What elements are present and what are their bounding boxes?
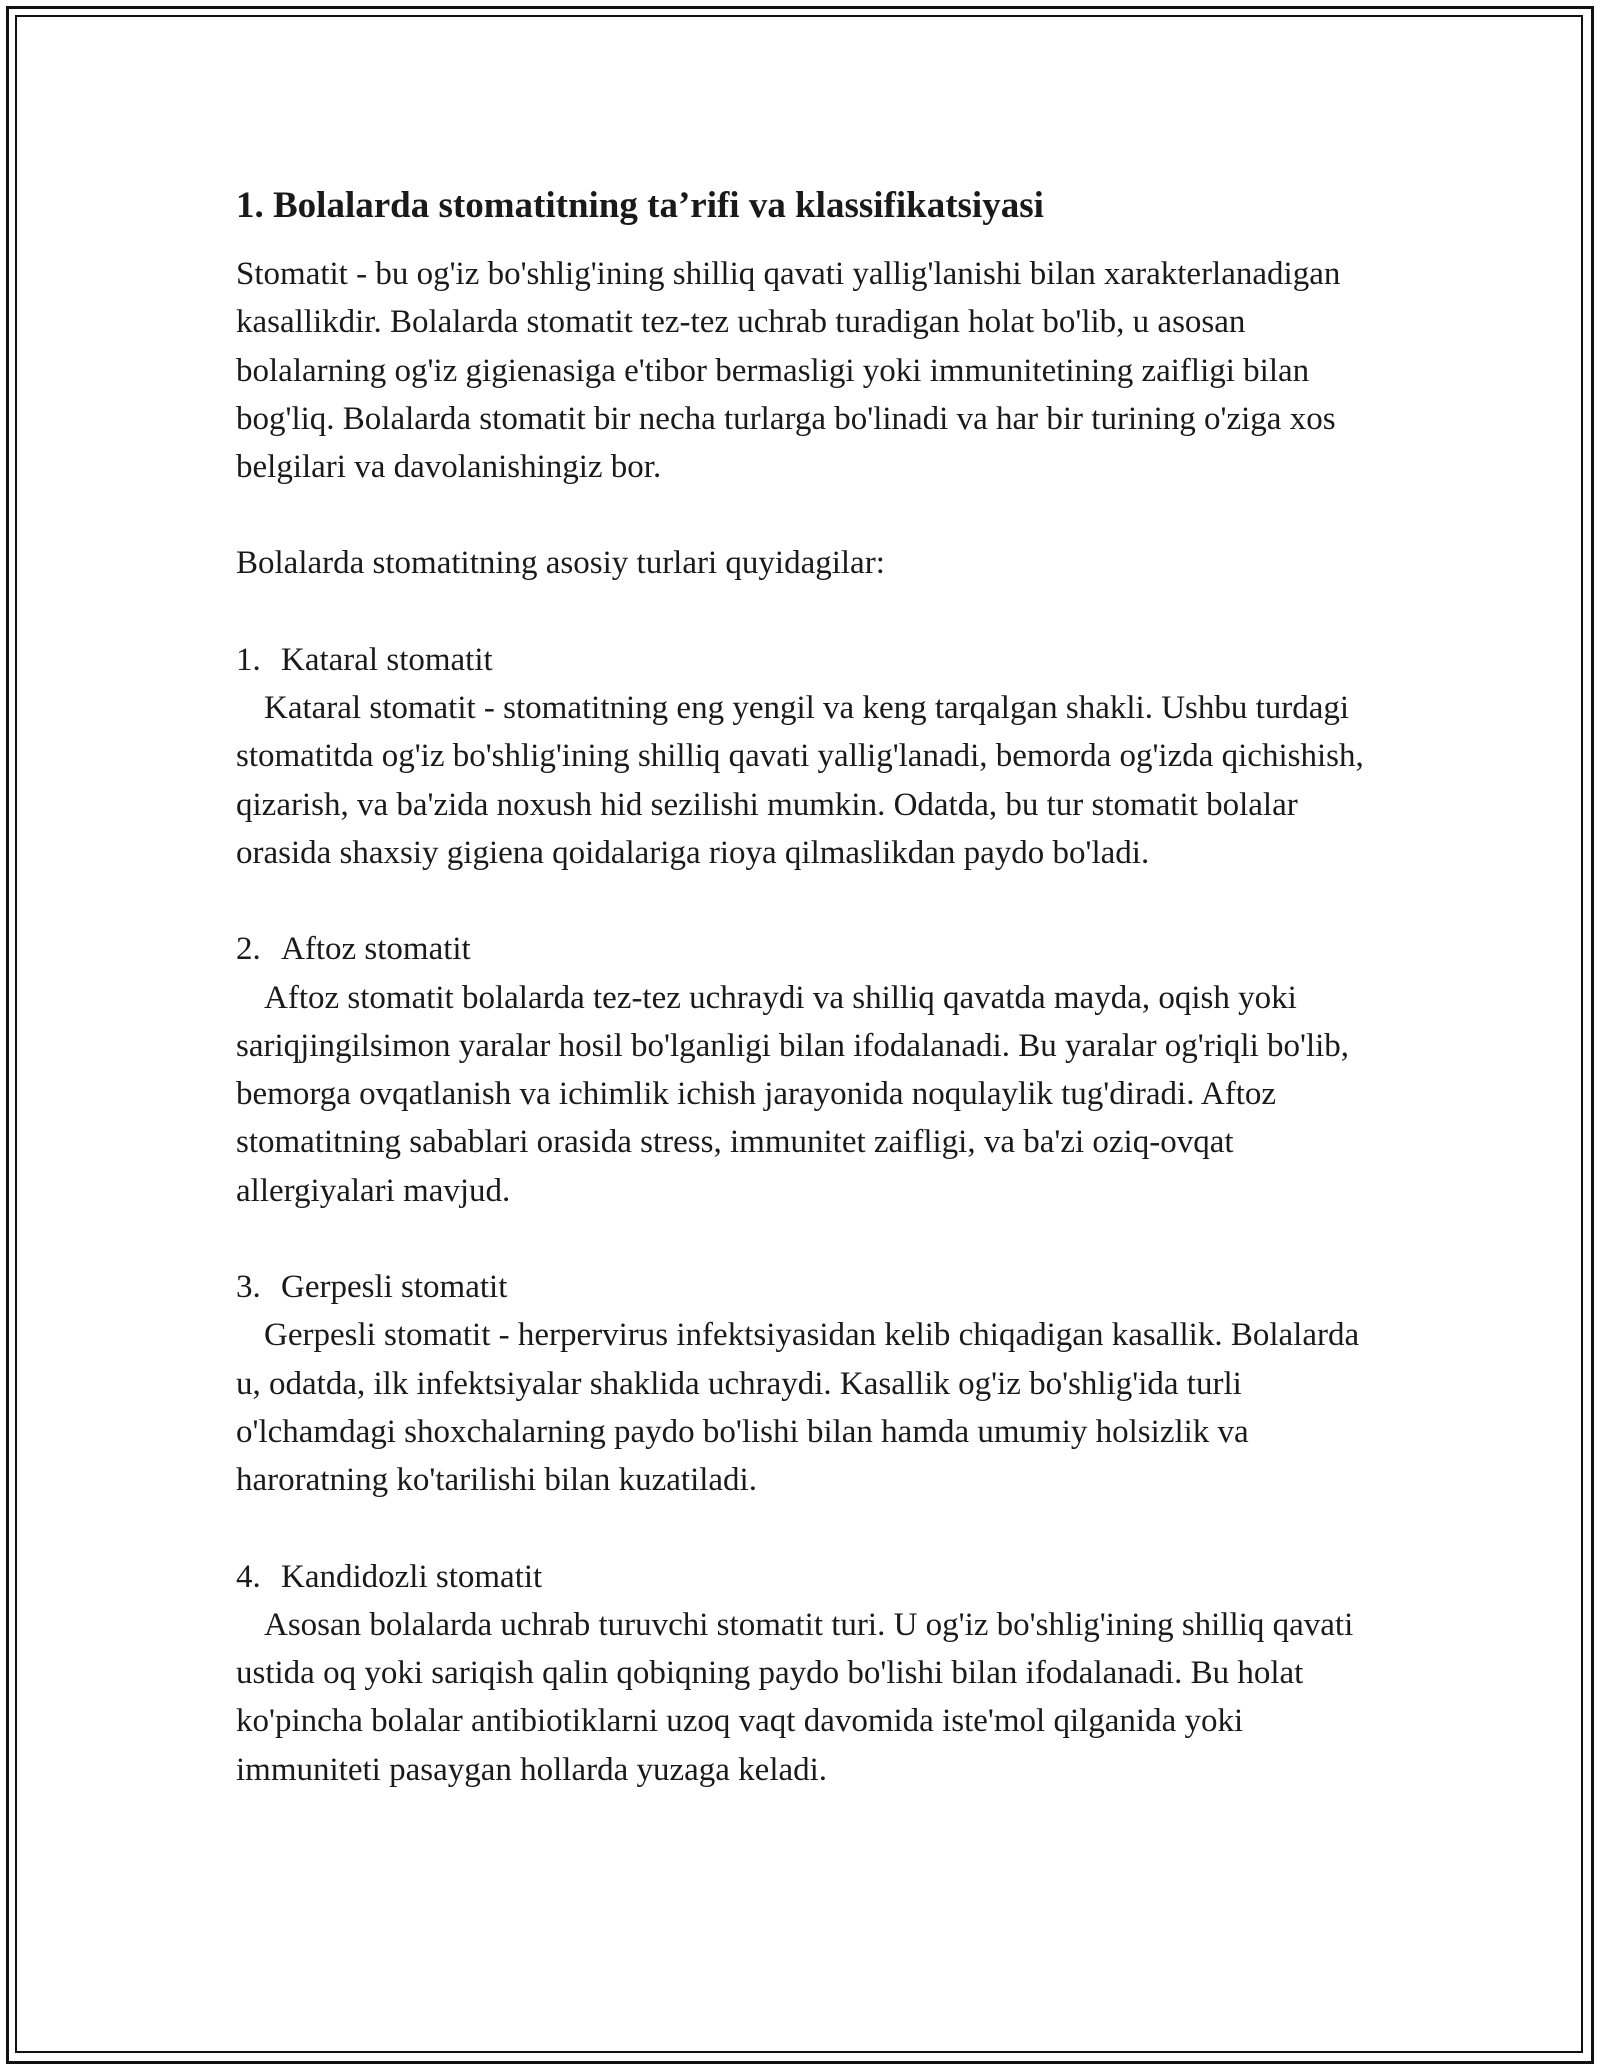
document-body xyxy=(236,182,1366,1794)
list-item-title xyxy=(236,1553,1366,1601)
list-item-title-text: Kataral stomatit xyxy=(281,641,493,678)
list-item-title-text: Aftoz stomatit xyxy=(281,931,471,968)
list-item-gerpesli xyxy=(236,1263,1366,1504)
list-item-title xyxy=(236,1263,1366,1311)
list-item-description: Asosan bolalarda uchrab turuvchi stomatit turi. U og'iz bo'shlig'ining shilliq qavati ustida oq yoki sariqish qalin qobiqning paydo bo'lishi bilan ifodalanadi. Bu holat ko'pincha bolalar antibiotiklarni uzoq vaqt davomida iste'mol qilganida yoki immuniteti pasaygan hollarda yuzaga keladi. xyxy=(236,1606,1354,1788)
list-item-kandidozli xyxy=(236,1553,1366,1794)
intro-paragraph: Stomatit - bu og'iz bo'shlig'ining shilliq qavati yallig'lanishi bilan xarakterlanadigan kasallikdir. Bolalarda stomatit tez-tez uchrab turadigan holat bo'lib, u asosan bolalarning og'iz gigienasiga e'tibor bermasligi yoki immunitetining zaifligi bilan bog'liq. Bolalarda stomatit bir necha turlarga bo'linadi va har bir turining o'ziga xos belgilari va davolanishingiz bor. xyxy=(236,256,1341,486)
list-item-description: Aftoz stomatit bolalarda tez-tez uchraydi va shilliq qavatda mayda, oqish yoki sariqjingilsimon yaralar hosil bo'lganligi bilan ifodalanadi. Bu yaralar og'riqli bo'lib, bemorga ovqatlanish va ichimlik ichish jarayonida noqulaylik tug'diradi. Aftoz stomatitning sabablari orasida stress, immunitet zaifligi, va ba'zi oziq-ovqat allergiyalari mavjud. xyxy=(236,979,1350,1209)
list-item-description: Gerpesli stomatit - herpervirus infektsiyasidan kelib chiqadigan kasallik. Bolalarda u, odatda, ilk infektsiyalar shaklida uchraydi. Kasallik og'iz bo'shlig'ida turli o'lchamdagi shoxchalarning paydo bo'lishi bilan hamda umumiy holsizlik va haroratning ko'tarilishi bilan kuzatiladi. xyxy=(236,1317,1360,1499)
list-item-number: 1. xyxy=(236,641,261,678)
list-item-number: 4. xyxy=(236,1558,261,1595)
list-item-title xyxy=(236,925,1366,973)
list-item-kataral xyxy=(236,636,1366,877)
list-item-title xyxy=(236,636,1366,684)
list-item-aftoz xyxy=(236,925,1366,1215)
list-item-number: 2. xyxy=(236,931,261,968)
list-item-title-text: Gerpesli stomatit xyxy=(281,1269,508,1306)
section-heading: 1. Bolalarda stomatitning ta’rifi va klassifikatsiyasi xyxy=(236,185,1044,226)
list-item-title-text: Kandidozli stomatit xyxy=(281,1558,543,1595)
list-item-description: Kataral stomatit - stomatitning eng yengil va keng tarqalgan shakli. Ushbu turdagi stomatitda og'iz bo'shlig'ining shilliq qavati yallig'lanadi, bemorda og'izda qichishish, qizarish, va ba'zida noxush hid sezilishi mumkin. Odatda, bu tur stomatit bolalar orasida shaxsiy gigiena qoidalariga rioya qilmaslikdan paydo bo'ladi. xyxy=(236,690,1364,871)
types-lead-paragraph: Bolalarda stomatitning asosiy turlari quyidagilar: xyxy=(236,545,885,582)
list-item-number: 3. xyxy=(236,1269,261,1306)
